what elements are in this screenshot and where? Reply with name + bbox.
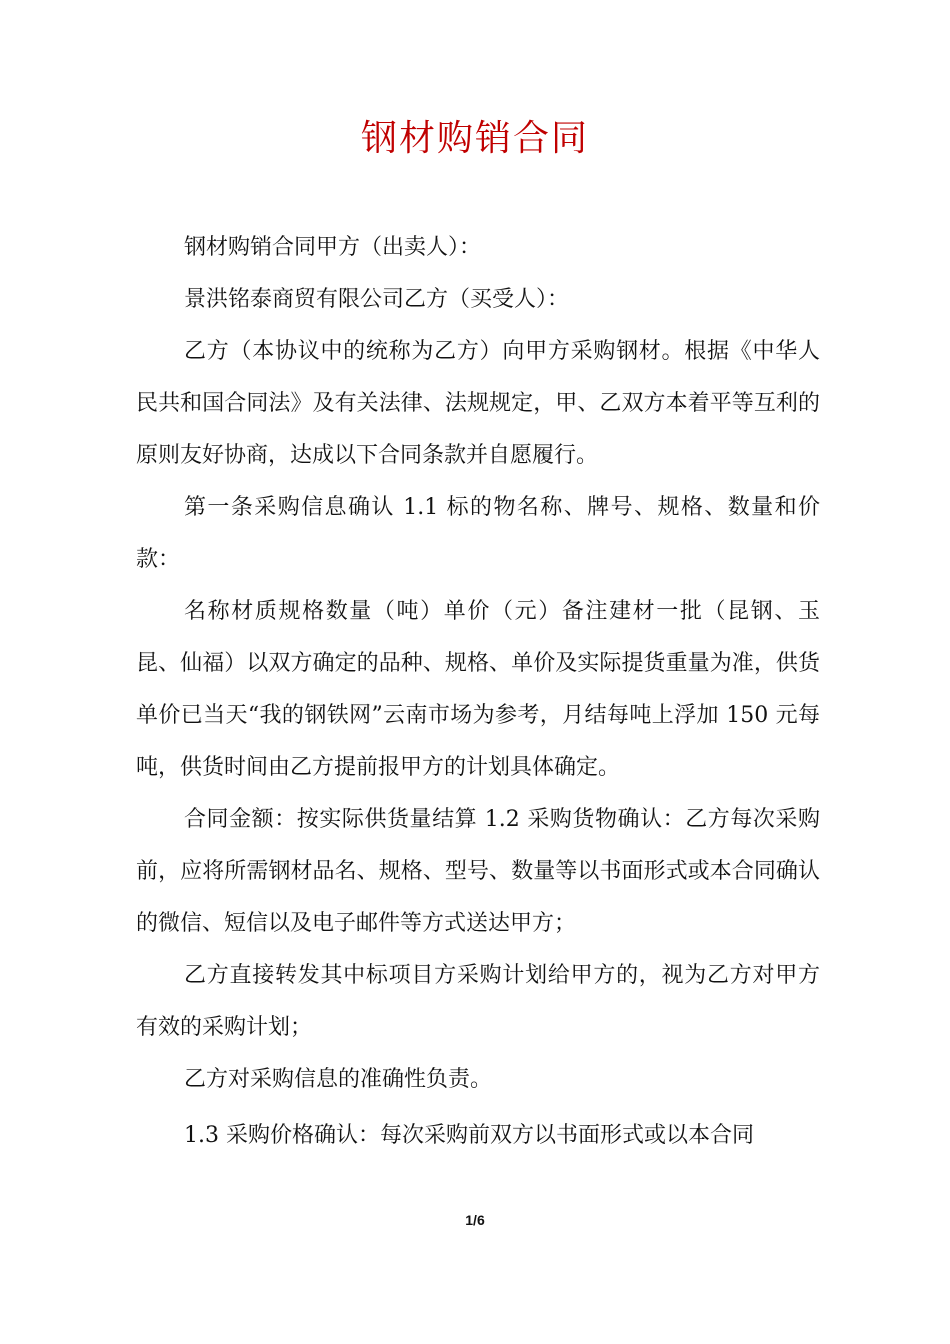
page-number: 1/6 (465, 1212, 485, 1228)
paragraph-forward-plan: 乙方直接转发其中标项目方采购计划给甲方的，视为乙方对甲方有效的采购计划； (136, 963, 820, 1040)
paragraph-price-confirm: 1.3 采购价格确认：每次采购前双方以书面形式或以本合同 (184, 1123, 754, 1148)
paragraph-preamble: 乙方（本协议中的统称为乙方）向甲方采购钢材。根据《中华人民共和国合同法》及有关法律、法规规定，甲、乙双方本着平等互利的原则友好协商，达成以下合同条款并自愿履行。 (136, 339, 820, 468)
paragraph-amount: 合同金额：按实际供货量结算 1.2 采购货物确认：乙方每次采购前，应将所需钢材品名、规格、型号、数量等以书面形式或本合同确认的微信、短信以及电子邮件等方式送达甲方； (136, 807, 820, 936)
paragraph-seller: 钢材购销合同甲方（出卖人）： (184, 235, 482, 260)
document-title: 钢材购销合同 (360, 118, 589, 159)
paragraph-accuracy: 乙方对采购信息的准确性负责。 (184, 1067, 493, 1092)
paragraph-buyer: 景洪铭泰商贸有限公司乙方（买受人）： (184, 287, 570, 312)
paragraph-goods: 名称材质规格数量（吨）单价（元）备注建材一批（昆钢、玉昆、仙福）以双方确定的品种、规格、单价及实际提货重量为准，供货单价已当天“我的钢铁网”云南市场为参考，月结每吨上浮加 150 元每吨，供货时间由乙方提前报甲方的计划具体确定。 (136, 599, 820, 780)
document-body (136, 222, 820, 1162)
paragraph-article-1: 第一条采购信息确认 1.1 标的物名称、牌号、规格、数量和价款： (136, 495, 820, 572)
